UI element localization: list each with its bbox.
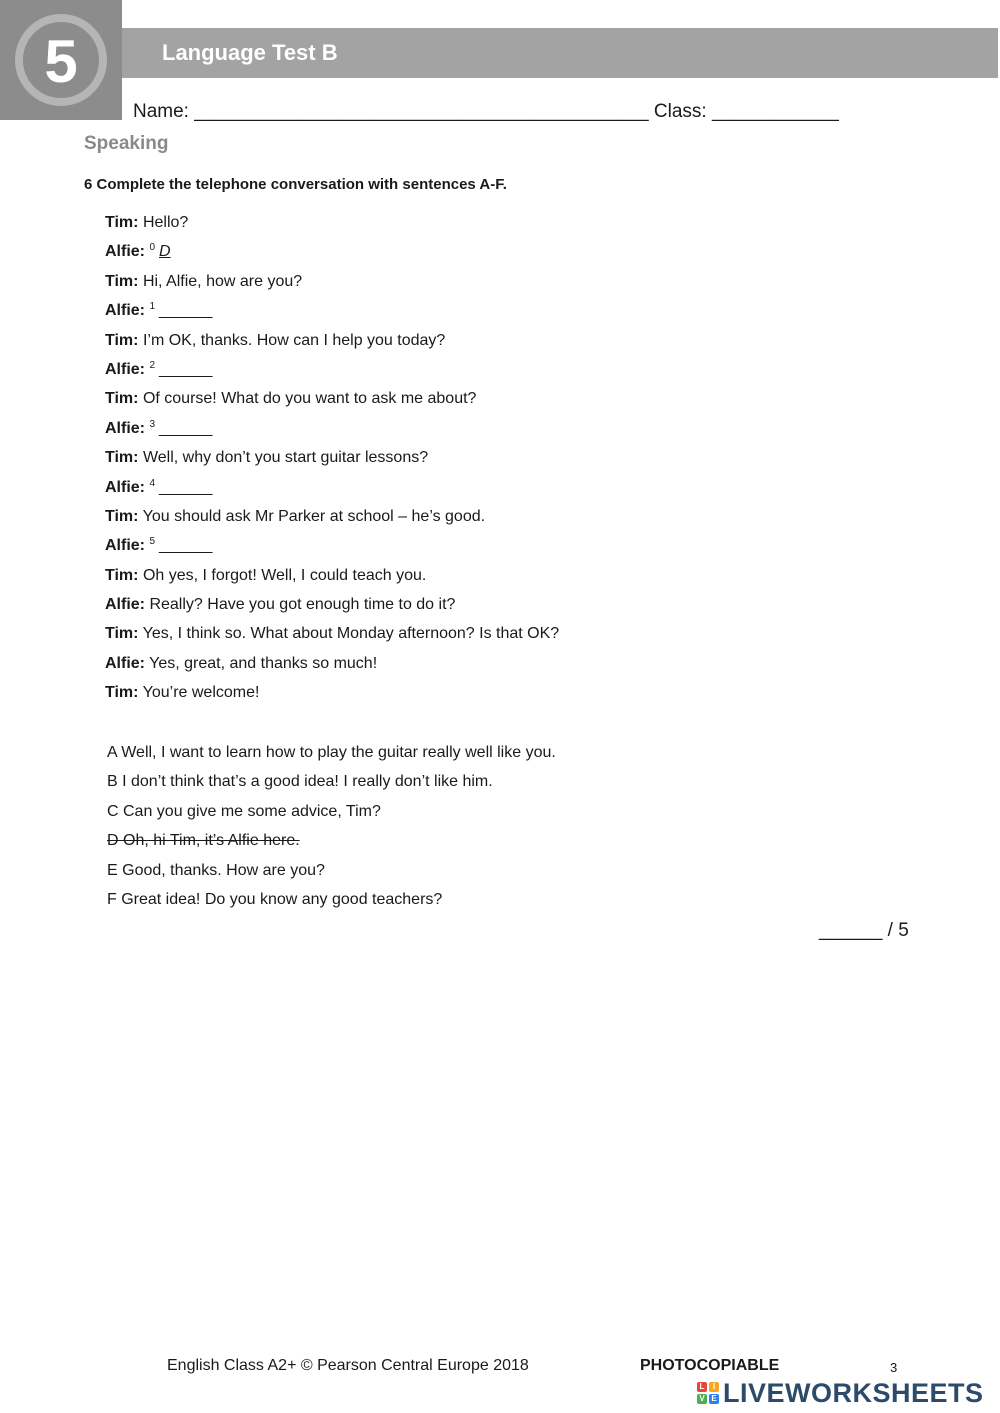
option-item: E Good, thanks. How are you? <box>107 861 325 879</box>
gap-number: 4 <box>149 477 156 489</box>
dialogue-line <box>105 507 559 536</box>
dialogue-line <box>105 272 559 301</box>
footer-photocopiable: PHOTOCOPIABLE <box>640 1357 780 1374</box>
dialogue-text: You should ask Mr Parker at school – he’s good. <box>142 507 486 525</box>
option-item: F Great idea! Do you know any good teachers? <box>107 890 443 908</box>
dialogue-line <box>105 595 559 624</box>
name-field[interactable]: ___________________________________________ <box>194 101 649 122</box>
option-item: D Oh, hi Tim, it’s Alfie here. <box>107 832 300 850</box>
dialogue-line <box>105 242 559 271</box>
class-field[interactable]: ____________ <box>712 101 839 122</box>
dialogue-text: Really? Have you got enough time to do it? <box>149 596 456 614</box>
unit-number: 5 <box>44 28 78 95</box>
dialogue-line <box>105 360 559 389</box>
gap-number: 3 <box>149 418 156 430</box>
page-number: 3 <box>890 1360 898 1375</box>
option-item: C Can you give me some advice, Tim? <box>107 802 381 820</box>
answer-blank[interactable]: ______ <box>159 302 213 320</box>
speaker-name: Tim: <box>105 507 139 525</box>
name-class-line <box>133 101 839 123</box>
speaker-name: Alfie: <box>105 419 145 437</box>
dialogue-text: Hi, Alfie, how are you? <box>142 272 303 290</box>
dialogue-text: I’m OK, thanks. How can I help you today? <box>142 331 446 349</box>
dialogue-text: Yes, I think so. What about Monday afternoon? Is that OK? <box>142 625 560 643</box>
speaker-name: Tim: <box>105 390 139 408</box>
logo-letter: V <box>697 1394 707 1404</box>
title-bar <box>122 28 998 78</box>
dialogue-line <box>105 654 559 683</box>
unit-ring-icon <box>0 0 122 120</box>
page-title: Language Test B <box>162 40 338 65</box>
dialogue-line <box>105 331 559 360</box>
speaker-name: Tim: <box>105 566 139 584</box>
speaker-name: Alfie: <box>105 596 145 614</box>
dialogue-line <box>105 301 559 330</box>
speaker-name: Tim: <box>105 214 139 231</box>
name-label: Name: <box>133 101 189 122</box>
gap-number: 5 <box>149 536 156 548</box>
footer-copyright: English Class A2+ © Pearson Central Europe 2018 <box>167 1357 529 1374</box>
answer-blank[interactable]: ______ <box>159 478 213 496</box>
dialogue-text: You’re welcome! <box>142 684 260 702</box>
dialogue-line <box>105 683 559 712</box>
option-item: A Well, I want to learn how to play the guitar really well like you. <box>107 744 556 761</box>
speaker-name: Tim: <box>105 625 139 643</box>
dialogue-line <box>105 536 559 565</box>
option-item: B I don’t think that’s a good idea! I really don’t like him. <box>107 773 493 791</box>
answer-blank[interactable]: ______ <box>159 360 213 378</box>
dialogue-line <box>105 213 559 242</box>
class-label: Class: <box>653 101 707 122</box>
dialogue-line <box>105 448 559 477</box>
speaker-name: Alfie: <box>105 302 145 320</box>
logo-letter: I <box>709 1382 719 1392</box>
dialogue-line <box>105 478 559 507</box>
dialogue-line <box>105 389 559 418</box>
dialogue-text: Of course! What do you want to ask me about? <box>142 390 477 408</box>
gap-number: 0 <box>149 242 156 254</box>
dialogue-text: Hello? <box>142 214 189 231</box>
dialogue-line <box>105 419 559 448</box>
section-heading: Speaking <box>84 133 169 154</box>
exercise-instruction: 6 Complete the telephone conversation with sentences A-F. <box>84 176 507 193</box>
gap-number: 1 <box>149 301 156 313</box>
answer-options <box>107 743 556 919</box>
speaker-name: Alfie: <box>105 654 145 672</box>
speaker-name: Alfie: <box>105 537 145 555</box>
dialogue-line <box>105 624 559 653</box>
answer-blank[interactable]: ______ <box>159 537 213 555</box>
logo-letter: E <box>709 1394 719 1404</box>
speaker-name: Alfie: <box>105 478 145 496</box>
liveworksheets-logo <box>697 1377 984 1408</box>
dialogue-text: Yes, great, and thanks so much! <box>149 654 378 672</box>
speaker-name: Alfie: <box>105 360 145 378</box>
dialogue-line <box>105 566 559 595</box>
speaker-name: Tim: <box>105 272 139 290</box>
gap-number: 2 <box>149 359 156 371</box>
speaker-name: Tim: <box>105 449 139 467</box>
speaker-name: Tim: <box>105 331 139 349</box>
dialogue-text: Well, why don’t you start guitar lessons? <box>142 449 429 467</box>
logo-letter: L <box>697 1382 707 1392</box>
speaker-name: Alfie: <box>105 243 145 261</box>
liveworksheets-logo-icon <box>697 1382 719 1404</box>
answer-blank[interactable]: ______ <box>159 419 213 437</box>
liveworksheets-text: LIVEWORKSHEETS <box>723 1377 984 1408</box>
score-field[interactable]: ______ / 5 <box>819 920 909 941</box>
unit-badge <box>0 0 122 120</box>
example-answer: D <box>159 243 171 261</box>
speaker-name: Tim: <box>105 684 139 702</box>
dialogue <box>105 213 559 713</box>
dialogue-text: Oh yes, I forgot! Well, I could teach you. <box>142 566 427 584</box>
